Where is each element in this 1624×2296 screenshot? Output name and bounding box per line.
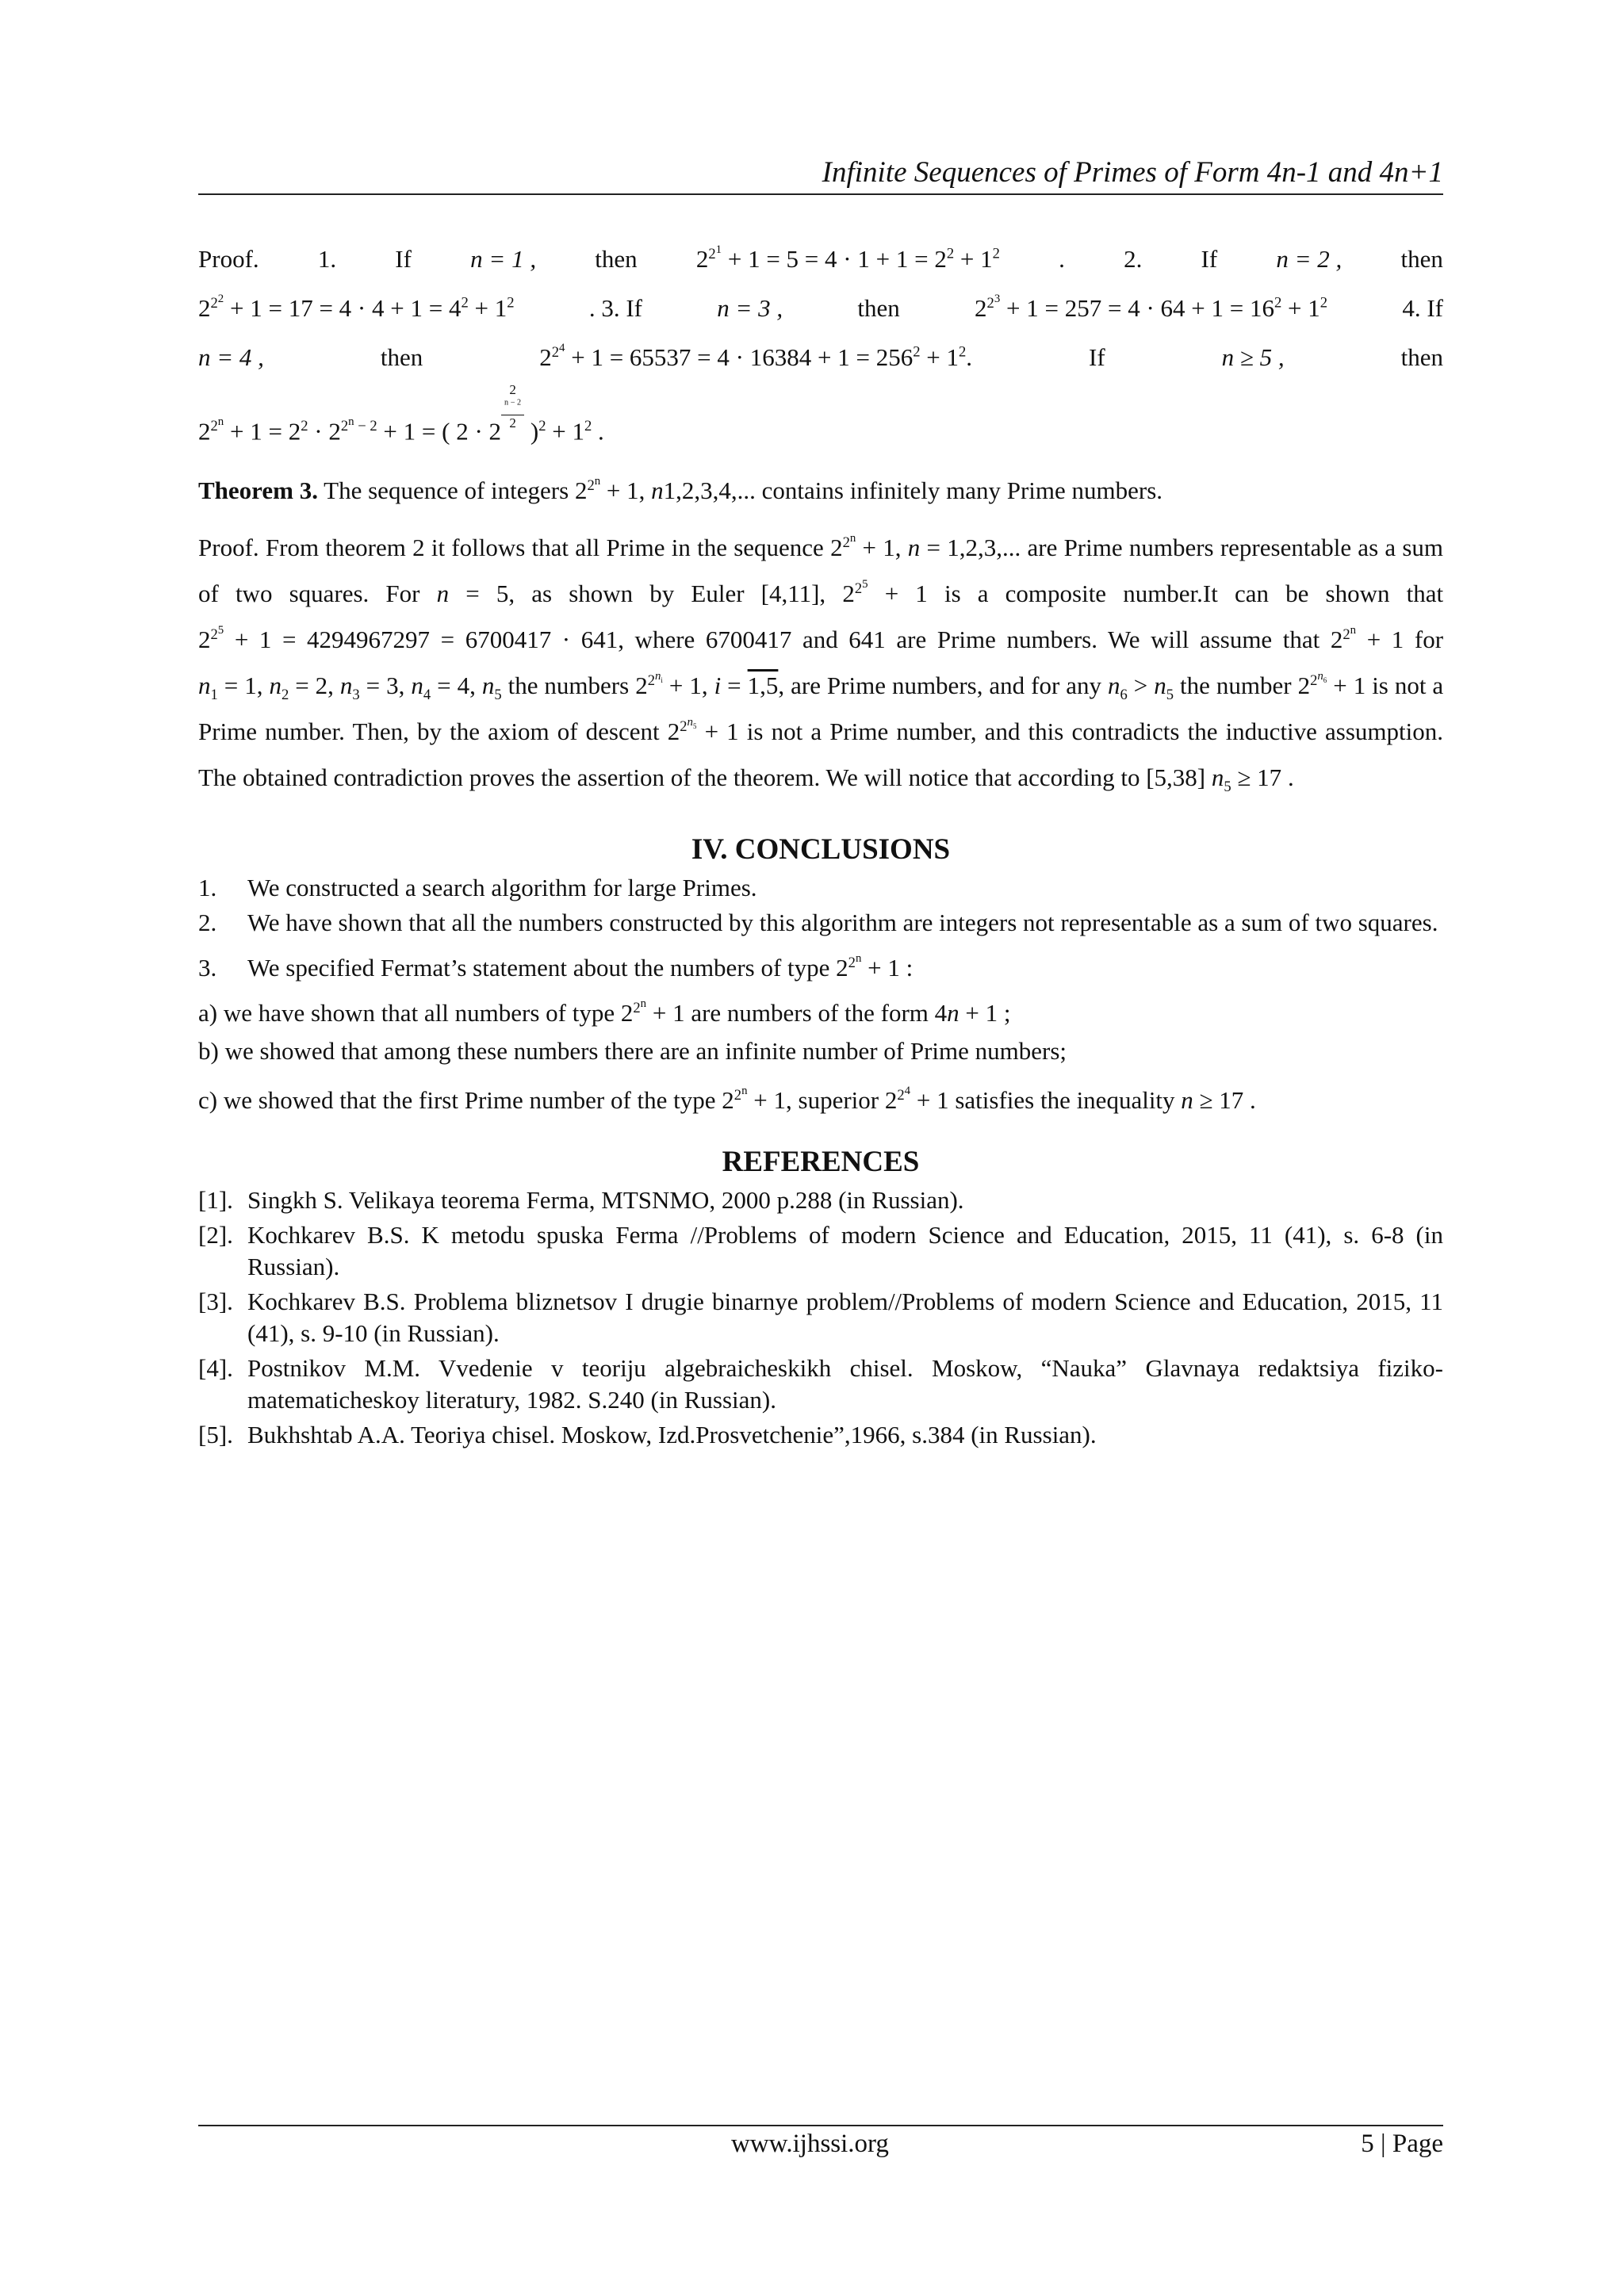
proof-line-2: $2^{2^2} + 1 = 17 = 4 \cdot 4 + 1 = 4^2 + 1^2$ . 3. If n = 3 , then $2^{2^3} + 1 = 257 = 4 \cdot 64 + 1 = 16^2 + 1^2$ 4. If: [198, 284, 1443, 333]
math-n4: n = 4 ,: [198, 343, 264, 371]
conclusions-list: [198, 872, 1443, 989]
proof-line-3: n = 4 , then $2^{2^4} + 1 = 65537 = 4 \cdot 16384 + 1 = 256^2 + 1^2$. If n ≥ 5 , then: [198, 333, 1443, 382]
math-n-ge-5: n ≥ 5 ,: [1221, 343, 1285, 371]
subitem-b: b) we showed that among these numbers there are an infinite number of Prime numbers;: [198, 1037, 1067, 1066]
page-content: [198, 235, 1443, 1454]
reference-item: [1]. Singkh S. Velikaya teorema Ferma, MTSNMO, 2000 p.288 (in Russian).: [198, 1186, 964, 1215]
math-n-list: $n_1 = 1$, $n_2 = 2$, $n_3 = 3$, $n_4 = 4$, $n_5$: [198, 672, 502, 704]
proof-line-1: Proof. 1. If n = 1 , then $2^{2^1} + 1 = 5 = 4 \cdot 1 + 1 = 2^2 + 1^2$ . 2. If n = 2 , then: [198, 235, 1443, 284]
math-seq-2: $2^{2^n} + 1$, n = 1,2,3,...: [830, 531, 1021, 562]
subitem-a: a) we have shown that all numbers of type $2^{2^n} + 1$ are numbers of the form 4n + 1 ;: [198, 997, 1011, 1027]
footer-page-number: 5 | Page: [1361, 2130, 1443, 2158]
header-rule: [198, 193, 1443, 195]
list-item: 3. We specified Fermat’s statement about the numbers of type $2^{2^n} + 1$ :: [198, 951, 914, 982]
math-n1: n = 1 ,: [470, 245, 537, 273]
reference-item: [5]. Bukhshtab A.A. Teoriya chisel. Moskow, Izd.Prosvetchenie”,1966, s.384 (in Russian).: [198, 1421, 1097, 1449]
footer-rule: [198, 2125, 1443, 2126]
math-fn5: $2^{2^{n_5}} + 1$: [667, 715, 739, 746]
math-n5: n = 5: [436, 580, 509, 608]
references-list: [198, 1184, 1443, 1451]
running-title: Infinite Sequences of Primes of Form 4n-1 and 4n+1: [822, 156, 1443, 189]
math-fermat-n4: $2^{2^4} + 1 = 65537 = 4 \cdot 16384 + 1 = 256^2 + 1^2$.: [539, 341, 973, 371]
math-n3: n = 3 ,: [717, 294, 783, 322]
math-fermat-n1: $2^{2^1} + 1 = 5 = 4 \cdot 1 + 1 = 2^2 + 1^2$: [695, 243, 1000, 273]
math-fermat-n3: $2^{2^3} + 1 = 257 = 4 \cdot 64 + 1 = 16^2 + 1^2$: [975, 292, 1328, 322]
reference-item: [2]. Kochkarev B.S. K metodu spuska Ferma //Problems of modern Science and Education, 2015, 11 (41), s. 6-8 (in Russian).: [198, 1221, 1443, 1281]
math-n5-ge-17: $n_5 \ge 17$: [1211, 763, 1282, 796]
math-fni: $2^{2^{n_i}} + 1$, i = 1,5: [635, 669, 779, 700]
conclusions-heading: IV. CONCLUSIONS: [691, 833, 951, 867]
list-item: 1. We constructed a search algorithm for large Primes.: [198, 874, 757, 902]
math-n2: n = 2 ,: [1276, 245, 1342, 273]
list-item: 2. We have shown that all the numbers constructed by this algorithm are integers not representable as a sum of two squares.: [198, 909, 1438, 937]
math-fermat-general: $2^{2^n} + 1 = 2^2 \cdot 2^{2^n - 2} + 1$ = ( 2 · 2 2 $^{n - 2}$ 2 )$^2 + 1^2$ .: [198, 382, 604, 446]
math-n6-gt-n5: $n_6 > n_5$: [1108, 672, 1174, 704]
math-type: $2^{2^n} + 1$ :: [836, 951, 914, 982]
references-heading: REFERENCES: [722, 1146, 920, 1179]
math-f5-factor: $2^{2^5} + 1 = 4294967297 = 6700417 \cdot 641$: [198, 623, 619, 654]
proof-block-2: Proof. From theorem 2 it follows that all Prime in the sequence $2^{2^n} + 1$, n = 1,2,3,... are Prime numbers representable as a sum of two squares. For n = 5, as shown by Euler [4,11], $2^{2^5} + 1$ is a composite number.It can be shown that $2^{2^5} + 1 = 4294967297 = 6700417 \cdot 641$, where 6700417 and 641 are Prime numbers. We will assume that $2^{2^n} + 1$ for $n_1 = 1$, $n_2 = 2$, $n_3 = 3$, $n_4 = 4$, $n_5$ the numbers $2^{2^{n_i}} + 1$, i = 1,5, are Prime numbers, and for any $n_6 > n_5$ the number $2^{2^{n_6}} + 1$ is not a Prime number. Then, by the axiom of descent $2^{2^{n_5}} + 1$ is not a Prime number, and this contradicts the inductive assumption. The obtained contradiction proves the assertion of the theorem. We will notice that according to [5,38] $n_5 \ge 17$ .: [198, 531, 1444, 796]
proof-line-4: [198, 382, 1443, 463]
math-fermat-n2: $2^{2^2} + 1 = 17 = 4 \cdot 4 + 1 = 4^2 + 1^2$: [198, 292, 515, 322]
math-fn6: $2^{2^{n_6}} + 1$: [1297, 669, 1366, 700]
math-f5: $2^{2^5} + 1$: [842, 577, 928, 608]
reference-item: [3]. Kochkarev B.S. Problema bliznetsov I drugie binarnye problem//Problems of modern Science and Education, 2015, 11 (41), s. 9-10 (in Russian).: [198, 1288, 1443, 1348]
math-sequence: $2^{2^n} + 1$, n1,2,3,4,...: [574, 474, 756, 505]
footer-website: www.ijhssi.org: [731, 2130, 889, 2158]
proof-block-1: [198, 235, 1443, 463]
reference-item: [4]. Postnikov M.M. Vvedenie v teoriju algebraicheskikh chisel. Moskow, “Nauka” Glavnaya redaktsiya fiziko-matematicheskoy literatury, 1982. S.240 (in Russian).: [198, 1354, 1443, 1414]
subitem-c: c) we showed that the first Prime number of the type $2^{2^n} + 1$, superior $2^{2^4} + 1$ satisfies the inequality n ≥ 17 .: [198, 1084, 1256, 1115]
paper-page: [198, 0, 1443, 2296]
theorem-3-label: Theorem 3.: [198, 476, 318, 505]
conclusions-subitems: [198, 996, 1443, 1121]
theorem-3: Theorem 3. The sequence of integers $2^{2^n} + 1$, n1,2,3,4,... contains infinitely many Prime numbers.: [198, 474, 1163, 505]
math-fn: $2^{2^n} + 1$: [1330, 623, 1404, 654]
